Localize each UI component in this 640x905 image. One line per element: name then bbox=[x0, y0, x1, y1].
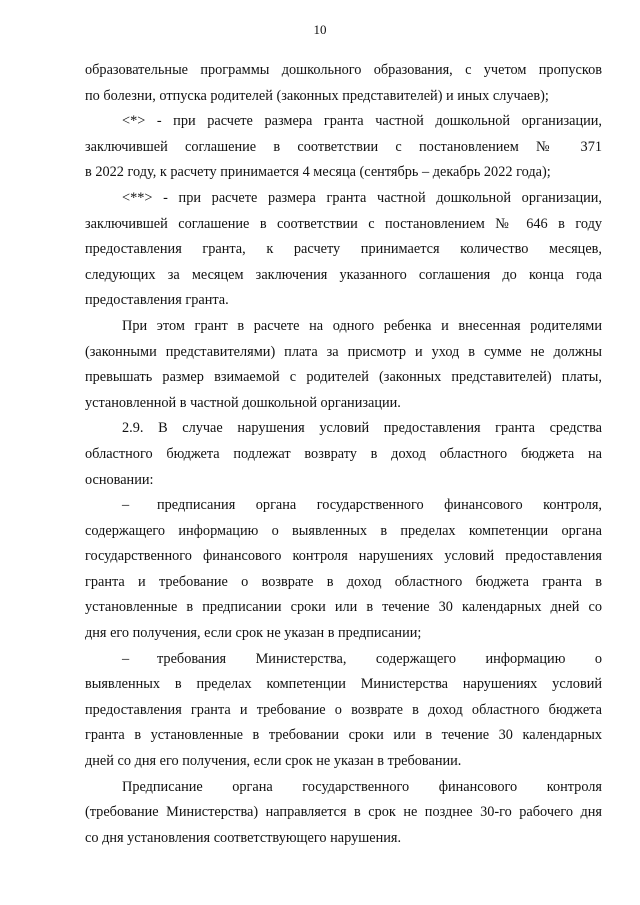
paragraph-line: Предписание органа государственного финансового контроля bbox=[122, 778, 602, 795]
footnote-line: <*> - при расчете размера гранта частной дошкольной организации, bbox=[122, 113, 602, 130]
text-line: государственного финансового контроля нарушениях условий предоставления bbox=[85, 548, 602, 565]
text-line: заключившей соглашение в соответствии с постановлением № 646 в году bbox=[85, 215, 602, 232]
text-line: выявленных в пределах компетенции Министерства нарушениях условий bbox=[85, 676, 602, 693]
text-line: предоставления гранта и требование о возврате в доход областного бюджета bbox=[85, 701, 602, 718]
list-dash: – bbox=[122, 650, 130, 667]
text-line: следующих за месяцем заключения указанного соглашения до конца года bbox=[85, 266, 602, 283]
text-line: предоставления гранта. bbox=[85, 292, 229, 309]
text-line: дней со дня его получения, если срок не указан в требовании. bbox=[85, 753, 462, 770]
list-item-first-line bbox=[85, 647, 602, 673]
text-line: (требование Министерства) направляется в срок не позднее 30-го рабочего дня bbox=[85, 804, 602, 821]
text-line: дня его получения, если срок не указан в предписании; bbox=[85, 625, 422, 642]
text-line: в 2022 году, к расчету принимается 4 месяца (сентябрь – декабрь 2022 года); bbox=[85, 164, 551, 181]
text-line: областного бюджета подлежат возврату в доход областного бюджета на bbox=[85, 445, 602, 462]
text-line: основании: bbox=[85, 471, 154, 488]
text-line: образовательные программы дошкольного образования, с учетом пропусков bbox=[85, 62, 602, 78]
text-line: установленные в предписании сроки или в течение 30 календарных дней со bbox=[85, 599, 602, 616]
page-number: 10 bbox=[313, 22, 327, 37]
footnote-line: <**> - при расчете размера гранта частной дошкольной организации, bbox=[122, 189, 602, 206]
section-line: 2.9. В случае нарушения условий предоставления гранта средства bbox=[122, 420, 602, 437]
text-line: заключившей соглашение в соответствии с постановлением № 371 bbox=[85, 138, 602, 155]
text-line: со дня установления соответствующего нарушения. bbox=[85, 829, 402, 846]
list-dash: – bbox=[122, 497, 130, 514]
text-line: по болезни, отпуска родителей (законных представителей) и иных случаев); bbox=[85, 87, 549, 104]
list-item-text: предписания органа государственного финансового контроля, bbox=[157, 497, 602, 514]
list-item-text: требования Министерства, содержащего информацию о bbox=[157, 650, 602, 667]
text-line: содержащего информацию о выявленных в пределах компетенции органа bbox=[85, 522, 602, 539]
text-line: гранта в установленные в требовании сроки или в течение 30 календарных bbox=[85, 727, 602, 744]
text-line: предоставления гранта, к расчету принимается количество месяцев, bbox=[85, 241, 602, 258]
paragraph-line: При этом грант в расчете на одного ребенка и внесенная родителями bbox=[122, 317, 602, 334]
list-item-first-line bbox=[85, 493, 602, 519]
text-line: установленной в частной дошкольной организации. bbox=[85, 394, 401, 411]
body-text bbox=[85, 58, 602, 851]
text-line: (законными представителями) плата за присмотр и уход в сумме не должны bbox=[85, 343, 602, 360]
text-line: превышать размер взимаемой с родителей (законных представителей) платы, bbox=[85, 369, 602, 386]
text-line: гранта и требование о возврате в доход областного бюджета гранта в bbox=[85, 573, 602, 590]
